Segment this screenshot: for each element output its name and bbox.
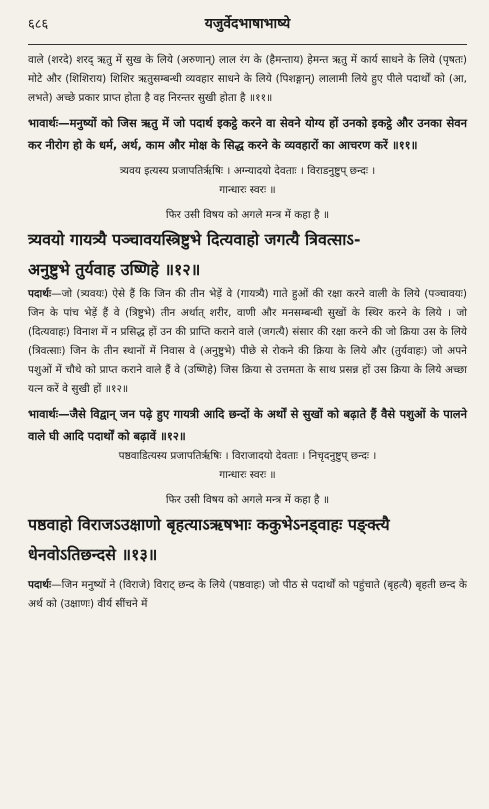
bhavartha-label: भावार्थः (28, 116, 59, 130)
mantra-intro-2: फिर उसी विषय को अगले मन्त्र में कहा है ॥ (165, 494, 330, 506)
mantra-13-line-1: पष्ठवाहो विराजऽउक्षाणो बृहत्याऽऋषभाः ककुभेऽनड्वाहः पङ्क्त्यै (28, 515, 390, 534)
svara-line: गान्धारः स्वरः ॥ (219, 184, 276, 196)
padartha-13 (28, 576, 467, 614)
padartha-12 (28, 285, 467, 399)
paragraph-continued: वाले (शरदे) शरद् ऋतु में सुख के लिये (अरुणान्) लाल रंग के (हैमन्ताय) हेमन्त ऋतु में कार्य साधने के लिये (पृषतः) मोटे और (शिशिराय) शिशिर ऋतुसम्बन्धी व्यवहार साधने के लिये (पिशङ्गान्) लालामी लिये हुए पीले पदार्थों को (आ, लभते) अच्छे प्रकार प्राप्त होता है वह निरन्तर सुखी होता है ॥११॥ (28, 54, 467, 104)
padartha-text: —जो (त्र्यवयः) ऐसे हैं कि जिन की तीन भेड़ें वे (गायत्र्यै) गाते हुओं की रक्षा करने वाली के लिये (पञ्चावयः) जिन के पांच भेड़ें हैं वे (त्रिष्टुभे) तीन अर्थात् शरीर, वाणी और मनसम्बन्धी सुखों के स्थिर करने के लिये । जो (दित्यवाहः) विनाश में न प्रसिद्ध हों उन की प्राप्ति कराने वाले (जगत्यै) संसार की रक्षा करने की जो क्रिया उस के लिये (त्रिवत्साः) जिन के तीन स्थानों में निवास वे (अनुष्टुभे) पीछे से रोकने की क्रिया के लिये और (तुर्यवाहः) जो अपने पशुओं में चौथे को प्राप्त कराने वाले हैं वे (उष्णिहे) जिस क्रिया से उत्तमता के साथ प्रसन्न हों उस क्रिया के लिये अच्छा यत्न करें वे सुखी हों ॥१२॥ (28, 288, 467, 395)
bhavartha-label-2: भावार्थः (28, 407, 59, 421)
page-title: यजुर्वेदभाषाभाष्ये (204, 16, 291, 32)
padartha-label-2: पदार्थः (28, 579, 52, 591)
page-number: ६८६ (28, 17, 49, 32)
bhavartha-text: —मनुष्यों को जिस ऋतु में जो पदार्थ इकट्ठे करने वा सेवने योग्य हों उनको इकट्ठे और उनका सेवन कर नीरोग हो के धर्म, अर्थ, काम और मोक्ष के सिद्ध करने के व्यवहारों का आचरण करें ॥११॥ (28, 116, 467, 152)
header-rule (28, 44, 467, 45)
rishi-devata-line-2: पष्ठवाडित्यस्य प्रजापतिर्ऋषिः । विराजादयो देवताः । निचृदनुष्टुप् छन्दः । (118, 450, 377, 462)
mantra-12-line-2: अनुष्टुभे तुर्यवाह उष्णिहे ॥१२॥ (28, 260, 201, 279)
page (0, 14, 489, 809)
bhavartha-12 (28, 403, 467, 447)
mantra-13-line-2: धेनवोऽतिछन्दसे ॥१३॥ (28, 545, 158, 564)
mantra-12-line-1: त्र्यवयो गायत्र्यै पञ्चावयस्त्रिष्टुभे दित्यवाहो जगत्यै त्रिवत्साऽ- (28, 230, 361, 249)
bhavartha-text-2: —जैसे विद्वान् जन पढ़े हुए गायत्री आदि छन्दों के अर्थों से सुखों को बढ़ाते हैं वैसे पशुओं के पालने वाले घी आदि पदार्थों को बढ़ावें ॥१२॥ (28, 407, 467, 443)
mantra-intro: फिर उसी विषय को अगले मन्त्र में कहा है ॥ (165, 209, 330, 221)
padartha-text-2: —जिन मनुष्यों ने (विराजे) विराट् छन्द के लिये (पष्ठवाहः) जो पीठ से पदार्थों को पहुंचाते (बृहत्यै) बृहती छन्द के अर्थ को (उक्षाणः) वीर्य सींचने में (28, 579, 467, 610)
rishi-devata-line: त्र्यवय इत्यस्य प्रजापतिर्ऋषिः । अग्न्यादयो देवताः । विराडनुष्टुप् छन्दः । (119, 165, 376, 177)
svara-line-2: गान्धारः स्वरः ॥ (219, 469, 276, 481)
page-header (28, 14, 467, 44)
padartha-label: पदार्थः (28, 288, 52, 300)
bhavartha-11 (28, 112, 467, 156)
